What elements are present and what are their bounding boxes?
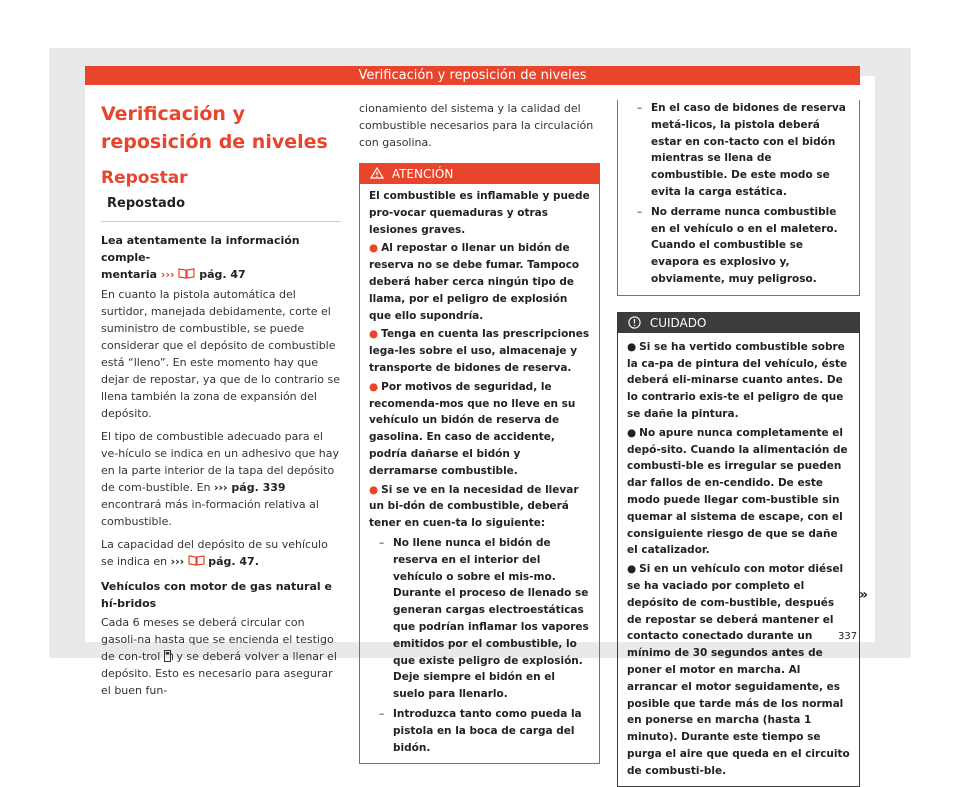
subsection-heading: Repostado: [101, 196, 341, 222]
list-item: ● No apure nunca completamente el depó-sito. Cuando la alimentación de combusti-ble es irregular se pueden dar fallos de en-cendido. De este modo puede llegar com-bustible sin quemar al sistema de escape, con el consiguiente riesgo de que se dañe el catalizador.: [627, 426, 848, 557]
sub-heading: Vehículos con motor de gas natural e hí-bridos: [101, 580, 332, 610]
column-3: [617, 100, 860, 787]
caution-body: [618, 333, 859, 787]
fuel-pump-icon: [164, 650, 173, 662]
sub-list-item: – En el caso de bidones de reserva metá-licos, la pistola deberá estar en con-tacto con el bidón mientras se llena de combustible. De este modo se evita la carga estática.: [637, 102, 846, 198]
list-item: ● Por motivos de seguridad, le recomenda-mos que no lleve en su vehículo un bidón de reserva de gasolina. En caso de accidente, podría dañarse el bidón y derramarse combustible.: [369, 380, 576, 477]
column-1: [101, 100, 341, 699]
paragraph-continued: cionamiento del sistema y la calidad del combustible necesarios para la circulación con gasolina.: [359, 102, 594, 149]
caution-circle-icon: [628, 316, 641, 329]
page-reference[interactable]: pág. 47: [199, 268, 246, 281]
column-2: [359, 100, 600, 764]
caution-title: CUIDADO: [649, 315, 707, 330]
caution-box: [617, 312, 860, 787]
book-icon: [178, 268, 195, 279]
cross-reference[interactable]: ›››: [170, 555, 185, 568]
page-reference[interactable]: ››› pág. 339: [213, 481, 286, 494]
warning-header: [360, 164, 599, 184]
intro-note: Lea atentamente la información comple- mentaria ››› pág. 47: [101, 234, 300, 281]
section-heading: Repostar: [101, 168, 188, 188]
page-reference[interactable]: pág. 47.: [208, 555, 259, 568]
list-item: ● Si se ve en la necesidad de llevar un bi-dón de combustible, deberá tener en cuen-ta lo siguiente:: [369, 483, 579, 530]
sub-list-item: – No derrame nunca combustible en el vehículo o en el maletero. Cuando el combustible se evapora es explosivo y, obviamente, muy peligroso.: [637, 205, 838, 285]
list-item: ● Al repostar o llenar un bidón de reserva no se debe fumar. Tampoco deberá haber cerca ningún tipo de llama, por el peligro de explosión que ello supondría.: [369, 242, 580, 322]
list-item: ● Si en un vehículo con motor diésel se ha vaciado por completo el depósito de com-bustible, después de repostar se deberá mantener el contacto conectado durante un mínimo de 30 segundos antes de poner el motor en marcha. Al arrancar el motor seguidamente, es posible que tarde más de los normal en ponerse en marcha (hasta 1 minuto). Durante este tiempo se purga el aire que queda en el circuito de combusti-ble.: [627, 563, 850, 777]
sub-list-item: – Introduzca tanto como pueda la pistola en la boca de carga del bidón.: [379, 707, 582, 754]
warning-intro: El combustible es inflamable y puede pro-vocar quemaduras y otras lesiones graves.: [369, 190, 590, 236]
paragraph-3: La capacidad del depósito de su vehículo se indica en ››› pág. 47.: [101, 538, 328, 568]
warning-triangle-icon: [370, 167, 384, 179]
warning-box-continued: [617, 100, 860, 296]
page-title: Verificación y reposición de niveles: [101, 103, 328, 153]
list-item: ● Tenga en cuenta las prescripciones lega-les sobre el uso, almacenaje y transporte de bidones de reserva.: [369, 328, 590, 374]
warning-body: [360, 184, 599, 763]
paragraph-1: En cuanto la pistola automática del surtidor, manejada debidamente, corte el suministro de combustible, se puede considerar que el depósito de combustible está “lleno”. En este momento hay que dejar de repostar, ya que de lo contrario se llena también la zona de expansión del depósito.: [101, 288, 340, 420]
warning-title: ATENCIÓN: [391, 167, 454, 181]
paragraph-4: Cada 6 meses se deberá circular con gasoli-na hasta que se encienda el testigo de con-trol y se deberá volver a llenar el depósito. Esto es necesario para asegurar el buen fun-: [101, 616, 337, 697]
cross-reference[interactable]: ›››: [160, 268, 175, 281]
page-number: 337: [838, 631, 858, 642]
caution-header: [618, 313, 859, 333]
continued-marker: »: [859, 587, 869, 603]
running-header: Verificación y reposición de niveles: [85, 66, 860, 85]
list-item: ● Si se ha vertido combustible sobre la ca-pa de pintura del vehículo, éste deberá eli-minarse cuanto antes. De lo contrario exis-te el peligro de que se dañe la pintura.: [627, 340, 848, 420]
sub-list-item: – No llene nunca el bidón de reserva en el interior del vehículo o sobre el mis-mo. Durante el proceso de llenado se generan cargas electroestáticas que podrían inflamar los vapores emitidos por el combustible, lo que existe peligro de explosión. Deje siempre el bidón en el suelo para llenarlo.: [379, 536, 589, 701]
book-icon: [188, 555, 205, 566]
warning-box: [359, 163, 600, 764]
paragraph-2: El tipo de combustible adecuado para el ve-hículo se indica en un adhesivo que hay en la parte interior de la tapa del depósito de com-bustible. En ››› pág. 339 encontrará más in-formación relativa al combustible.: [101, 430, 340, 528]
